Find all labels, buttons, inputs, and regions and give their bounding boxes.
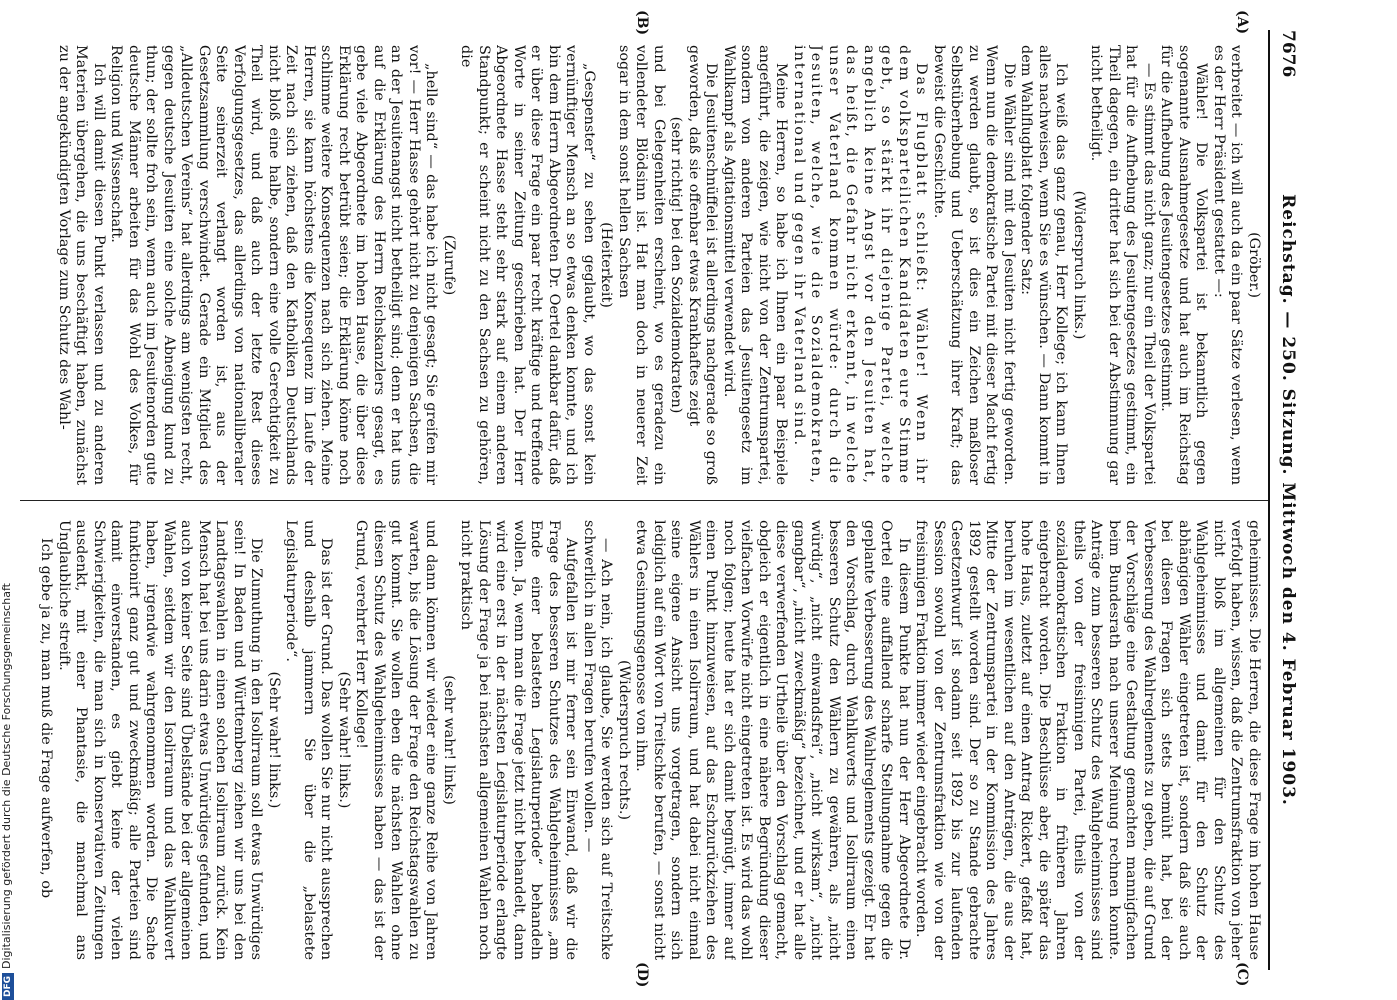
page-number: 7676 <box>1278 30 1298 78</box>
page-header <box>1270 30 1298 970</box>
header-rule <box>1268 30 1270 970</box>
paragraph: Ich gebe ja zu, man muß die Frage aufwerfen, ob <box>38 538 55 899</box>
interjection: (Zurufe) <box>441 234 457 296</box>
interjection: (Heiterkeit) <box>598 222 615 308</box>
digitization-credit <box>0 0 22 1000</box>
paragraph: „Gespenster“ zu sehen geglaubt, wo das sonst kein vernünftiger Mensch an so etwas denken konnte, und ich bin dem Herrn Abgeordneten Dr. Oertel dankbar dafür, daß er über diese Frage ein paar recht kräftige und treffende Worte in seiner Zeitung geschrieben hat. Der Herr Abgeordnete Hasse steht sehr stark auf einem anderen Standpunkt; er scheint nicht zu den Sachsen zu gehören, die <box>458 45 597 485</box>
paragraph: Die Zumuthung in den Isolirraum soll etwas Unwürdiges sein! In Baden und Württemberg ziehen wir uns bei den Landtagswahlen in einen solchen Isolirraum zurück. Kein Mensch hat bei uns darin etwas Unwürdiges gefunden, und auch von keiner Seite sind Übelstände bei der allgemeinen Wahlen, seitdem wir den Isolirraum und das Wahlkuvert haben, irgendwie wahrgenommen worden. Die Sache funktionirt ganz gut und zweckmäßig; alle Parteien sind damit einverstanden, es giebt keine der vielen Schwierigkeiten, die man sich in konservativen Zeitungen ausdenkt, mit einer Phantasie, die manchmal ans Unglaubliche streift. <box>56 520 265 960</box>
paragraph: geheimnisses. Die Herren, die diese Frage im hohen Hause verfolgt haben, wissen, daß die Zentrumsfraktion von jeher nicht bloß im allgemeinen für den Schutz des Wahlgeheimnisses und damit für den Schutz der abhängigen Wähler eingetreten ist, sondern daß sie auch bei diesen Fragen sich stets bemüht hat, bei der Verbesserung des Wahlreglements zu geben, die auf Grund der Vorschläge eine Gestaltung gemachten mannigfachen beim Bundesrath nach unserer Meinung rechnen konnte. Anträge zum besseren Schutz des Wahlgeheimnisses sind theils von der freisinnigen Partei, theils von der sozialdemokratischen Fraktion in früheren Jahren eingebracht worden. Die Beschlüsse aber, die später das hohe Haus, zuletzt auf einen Antrag Rickert, gefaßt hat, beruhen im wesentlichen auf den Anträgen, die aus der Mitte der Zentrumspartei in der Kommission des Jahres 1892 gestellt worden sind. Der so zu Stande gebrachte Gesetzentwurf ist sodann seit 1892 bis zur laufenden Session sowohl von der Zentrumsfraktion wie von der freisinnigen Fraktion immer wieder eingebracht worden. <box>913 520 1262 960</box>
margin-marker-d: (D) <box>634 962 650 988</box>
left-column <box>20 45 1262 485</box>
paragraph: und bei Gelegenheiten erscheint, wo es geradezu ein vollendeter Blödsinn ist. Hat man doch in neuerer Zeit sogar in dem sonst hellen Sachsen <box>616 45 667 485</box>
paragraph: Das ist der Grund. Das wollen Sie nur nicht aussprechen und deshalb jammern Sie über die „belastete Legislaturperiode“. <box>283 520 335 960</box>
paragraph: Wähler! Die Volkspartei ist bekanntlich gegen sogenannte Ausnahmegesetze und hat auch im Reichstag für die Aufhebung des Jesuitengesetzes gestimmt. <box>1158 45 1210 485</box>
margin-marker-b: (B) <box>634 10 650 36</box>
interjection: (sehr richtig! bei den Sozialdemokraten) <box>668 116 685 414</box>
margin-marker-a: (A) <box>1234 10 1250 35</box>
paragraph: Das Flugblatt schließt: Wähler! Wenn ihr dem volksparteilichen Kandidaten eure Stimme gebt, so stärkt ihr diejenige Partei, welche angeblich keine Angst vor den Jesuiten hat, das heißt, die Gefahr nicht erkennt, in welche unser Vaterland kommen würde: durch die Jesuiten, welche, wie die Sozialdemokraten, international und gegen ihr Vaterland sind. <box>791 45 930 485</box>
interjection: (Sehr wahr! links.) <box>266 671 282 809</box>
interjection: (sehr wahr! links) <box>441 675 457 805</box>
paragraph: Ich weiß das ganz genau, Herr Kollege; ich kann Ihnen alles nachweisen, wenn Sie es wünschen. — Dann kommt in dem Wahlflugblatt folgender Satz: <box>1018 45 1070 485</box>
right-column <box>20 520 1262 960</box>
interjection: (Widerspruch links.) <box>1071 190 1087 340</box>
paragraph: verbreitet — ich will auch da ein paar Sätze verlesen, wenn es der Herr Präsident gestattet —: <box>1211 45 1245 485</box>
paragraph: Ich will damit diesen Punkt verlassen und zu anderen Materien übergehen, die uns beschäftigt haben, zunächst zu der angekündigten Vorlage zum Schutz des Wahl- <box>56 45 107 485</box>
paragraph: und dann können wir wieder eine ganze Reihe von Jahren warten, bis die Lösung der Frage den Reichstagswahlen zu gut kommt. Sie wollen eben die nächsten Wahlen ohne diesen Schutz des Wahlgeheimnisses haben — das ist der Grund, verehrter Herr Kollege! <box>353 520 440 960</box>
paragraph: — Ach nein, ich glaube, Sie werden sich auf Treitschke schwerlich in allen Fragen berufen wollen. — <box>581 520 615 960</box>
paragraph: In diesem Punkte hat nun der Herr Abgeordnete Dr. Oertel eine auffallend scharfe Stellungnahme gegen die geplante Verbesserung des Wahlreglements gezeigt. Er hat den Vorschlag, durch Wahlkuverts und Isolirraum einen besseren Schutz den Wählern zu gewähren, als „nicht würdig“, „nicht einwandsfrei“, „nicht wirksam“, „nicht gangbar“, „nicht zweckmäßig“ bezeichnet, und er hat alle diese verwerfenden Urtheile über den Vorschlag gemacht, obgleich er eigentlich in eine nähere Begründung dieser vielfachen Vorwürfe nicht eingetreten ist. Es wird das wohl noch folgen; heute hat er sich damit begnügt, immer auf einen Punkt hinzuweisen, auf das Eschzurückziehen des Wählers in einen Isolirraum, und hat dabei nicht einmal seine eigene Ansicht uns vorgetragen, sondern sich lediglich auf ein Wort von Treitschke berufen, — sonst nicht etwa Gesinnungsgenosse von ihm. <box>633 520 912 960</box>
credit-text: Digitalisierung gefördert durch die Deutsche Forschungsgemeinschaft <box>0 583 13 969</box>
margin-marker-c: (C) <box>1234 962 1250 987</box>
paragraph: — Es stimmt das nicht ganz; nur ein Theil der Volkspartei hat für die Aufhebung des Jesuitengesetzes gestimmt, ein Theil dagegen, ein dritter hat sich bei der Abstimmung gar nicht betheiligt. <box>1088 45 1157 485</box>
paragraph: „helle sind“ — das habe ich nicht gesagt; Sie greifen mir vor! — Herr Hasse gehört nicht zu denjenigen Sachsen, die an der Jesuitenangst nicht betheiligt sind; denn er hat uns auf die Erklärung des Herrn Reichskanzlers gesagt, es gebe viele Abgeordnete im hohen Hause, die über diese Erklärung recht betrübt seien; die Erklärung könne noch schlimme weitere Konsequenzen nach sich ziehen. Meine Herren, sie kann höchstens die Konsequenz im Laufe der Zeit nach sich ziehen, daß den Katholiken Deutschlands nicht bloß eine halbe, sondern eine volle Gerechtigkeit zu Theil wird, und daß auch der letzte Rest dieses Verfolgungsgesetzes, das allerdings von nationalliberaler Seite seinerzeit verlangt worden ist, aus der Gesetzsammlung verschwindet. Gerade ein Mitglied des „Alldeutschen Vereins“ hat allerdings am wenigsten recht, gegen deutsche Jesuiten eine solche Abneigung kund zu thun; der sollte froh sein, wenn auch im Jesuitenorden gute deutsche Männer arbeiten für das Wohl des Volkes, für Religion und Wissenschaft. <box>108 45 440 485</box>
interjection: (Widerspruch rechts.) <box>616 659 632 821</box>
dfg-logo: DFG <box>2 973 14 1000</box>
paragraph: Aufgefallen ist mir ferner sein Einwand, daß wir die Frage des besseren Schutzes des Wahlgeheimnisses „am Ende einer belasteten Legislaturperiode“ behandeln wollen. Ja, wenn man die Frage jetzt nicht behandelt, dann wird eine erst in der nächsten Legislaturperiode erlangte Lösung der Frage ja bei nächsten allgemeinen Wahlen noch nicht praktisch <box>458 520 580 960</box>
paragraph: Die Wähler sind mit den Jesuiten nicht fertig geworden. Wenn nun die demokratische Partei mit dieser Macht fertig zu werden glaubt, so ist dies ein Zeichen maßloser Selbstüberhebung und Ueberschätzung ihrer Kraft; das beweist die Geschichte. <box>931 45 1017 485</box>
speaker-label: (Gröber.) <box>1246 232 1262 298</box>
page-title: Reichstag. — 250. Sitzung. Mittwoch den 4. Februar 1903. <box>1278 194 1298 806</box>
interjection: (Sehr wahr! links.) <box>336 671 352 809</box>
column-divider <box>20 500 1268 501</box>
paragraph: Die Jesuitenschnüffelei ist allerdings nachgerade so groß geworden, daß sie offenbar etwas Krankhaftes zeigt <box>686 45 720 485</box>
paragraph: Meine Herren, so habe ich Ihnen ein paar Beispiele angeführt, die zeigen, wie nicht von der Zentrumspartei, sondern von anderen Parteien das Jesuitengesetz im Wahlkampf als Agitationsmittel verwendet wird. <box>721 45 790 485</box>
